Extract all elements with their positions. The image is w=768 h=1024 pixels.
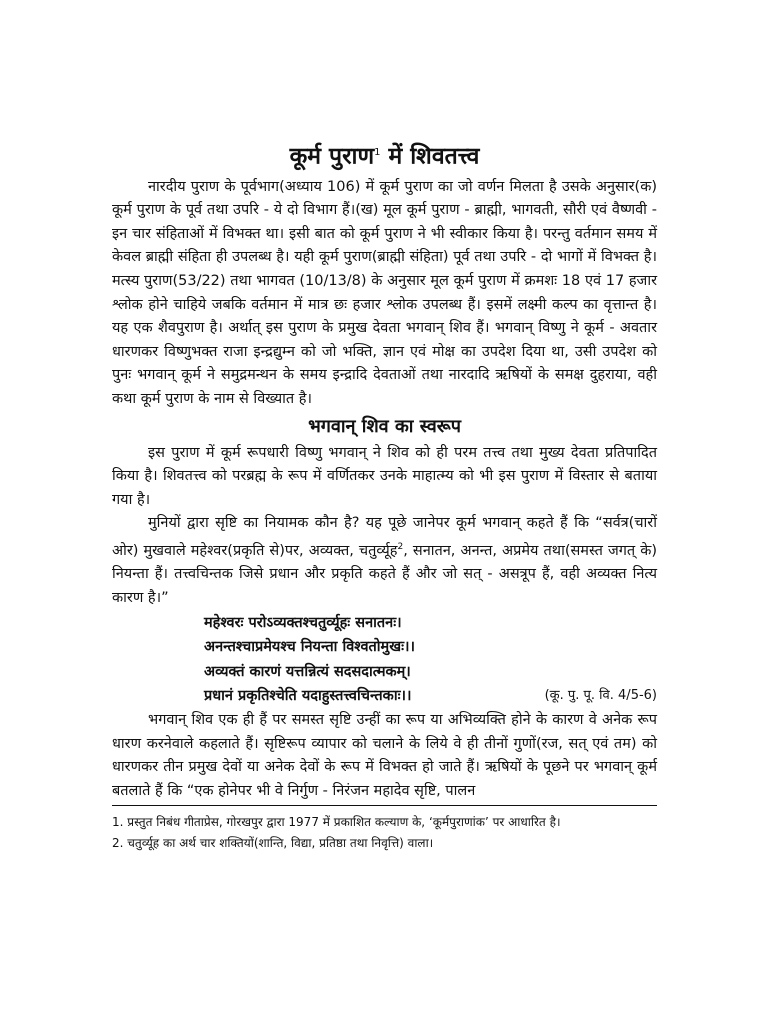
verse-last-row [204,684,657,709]
title-text: कूर्म पुराण [289,143,375,170]
page-title [112,138,657,172]
verse-reference: (कू. पु. पू. वि. 4/5-6) [544,688,657,704]
footnote-2: 2. चतुर्व्यूह का अर्थ चार शक्तियों(शान्ति, विद्या, प्रतिष्ठा तथा निवृत्ति) वाला। [112,836,434,851]
paragraph-shiva-tattva: इस पुराण में कूर्म रूपधारी विष्णु भगवान् ने शिव को ही परम तत्त्व तथा मुख्य देवता प्रतिपादित किया है। शिवतत्त्व को परब्रह्म के रूप में वर्णितकर उनके माहात्म्य को भी इस पुराण में विस्तार से बताया गया है। [112,444,657,508]
verse-line: प्रधानं प्रकृतिश्चेति यदाहुस्तत्त्वचिन्तकाः।। [204,688,412,705]
footnote-ref-2: 2 [397,541,404,552]
verse-line: अनन्तश्चाप्रमेयश्च नियन्ता विश्वतोमुखः।। [204,639,415,656]
document-page [112,138,657,854]
footnote-ref-1: 1 [374,147,381,158]
verse-line: महेश्वरः परोऽव्यक्तश्चतुर्व्यूहः सनातनः। [204,614,402,631]
footnote-1: 1. प्रस्तुत निबंध गीताप्रेस, गोरखपुर द्वारा 1977 में प्रकाशित कल्याण के, ‘कूर्मपुराणांक’ पर आधारित है। [112,815,561,830]
paragraph-intro: नारदीय पुराण के पूर्वभाग(अध्याय 106) में कूर्म पुराण का जो वर्णन मिलता है उसके अनुसार(क) कूर्म पुराण के पूर्व तथा उपरि - ये दो विभाग हैं।(ख) मूल कूर्म पुराण - ब्राह्मी, भागवती, सौरी एवं वैष्णवी - इन चार संहिताओं में विभक्त था। इसी बात को कूर्म पुराण ने भी स्वीकार किया है। परन्तु वर्तमान समय में केवल ब्राह्मी संहिता ही उपलब्ध है। यही कूर्म पुराण(ब्राह्मी संहिता) पूर्व तथा उपरि - दो भागों में विभक्त है। मत्स्य पुराण(53/22) तथा भागवत (10/13/8) के अनुसार मूल कूर्म पुराण में क्रमशः 18 एवं 17 हजार श्लोक होने चाहिये जबकि वर्तमान में मात्र छः हजार श्लोक उपलब्ध हैं। इसमें लक्ष्मी कल्प का वृत्तान्त है। यह एक शैवपुराण है। अर्थात् इस पुराण के प्रमुख देवता भगवान् शिव हैं। भगवान् विष्णु ने कूर्म - अवतार धारणकर विष्णुभक्त राजा इन्द्रद्युम्न को जो भक्ति, ज्ञान एवं मोक्ष का उपदेश दिया था, उसी उपदेश को पुनः भगवान् कूर्म ने समुद्रमन्थन के समय इन्द्रादि देवताओं तथा नारदादि ऋषियों के समक्ष दुहराया, वही कथा कूर्म पुराण के नाम से विख्यात है। [112,178,657,407]
section-heading: भगवान् शिव का स्वरूप [308,415,461,437]
paragraph-muni-question [112,512,657,610]
title-rest: में शिवतत्त्व [380,143,480,170]
footnote-divider [112,805,657,806]
paragraph-forms: भगवान् शिव एक ही हैं पर समस्त सृष्टि उन्हीं का रूप या अभिव्यक्ति होने के कारण वे अनेक रूप धारण करनेवाले कहलाते हैं। सृष्टिरूप व्यापार को चलाने के लिये वे ही तीनों गुणों(रज, सत् एवं तम) को धारणकर तीन प्रमुख देवों या अनेक देवों के रूप में विभक्त हो जाते हैं। ऋषियों के पूछने पर भगवान् कूर्म बतलाते हैं कि “एक होनेपर भी वे निर्गुण - निरंजन महादेव सृष्टि, पालन [112,711,657,799]
paragraph-3-after: , सनातन, अनन्त, अप्रमेय तथा(समस्त जगत् के) नियन्ता हैं। तत्त्वचिन्तक जिसे प्रधान और प्रकृति कहते हैं और जो सत् - असत्रूप हैं, वही अव्यक्त नित्य कारण है।” [112,542,657,606]
verse-line: अव्यक्तं कारणं यत्तन्नित्यं सदसदात्मकम्। [204,663,411,680]
sanskrit-verse-block [204,611,657,709]
paragraph-3-before: मुनियों द्वारा सृष्टि का नियामक कौन है? यह पूछे जानेपर कूर्म भगवान् कहते हैं कि “सर्वत्र(चारों ओर) मुखवाले महेश्वर(प्रकृति से)पर, अव्यक्त, चतुर्व्यूह [112,515,657,559]
